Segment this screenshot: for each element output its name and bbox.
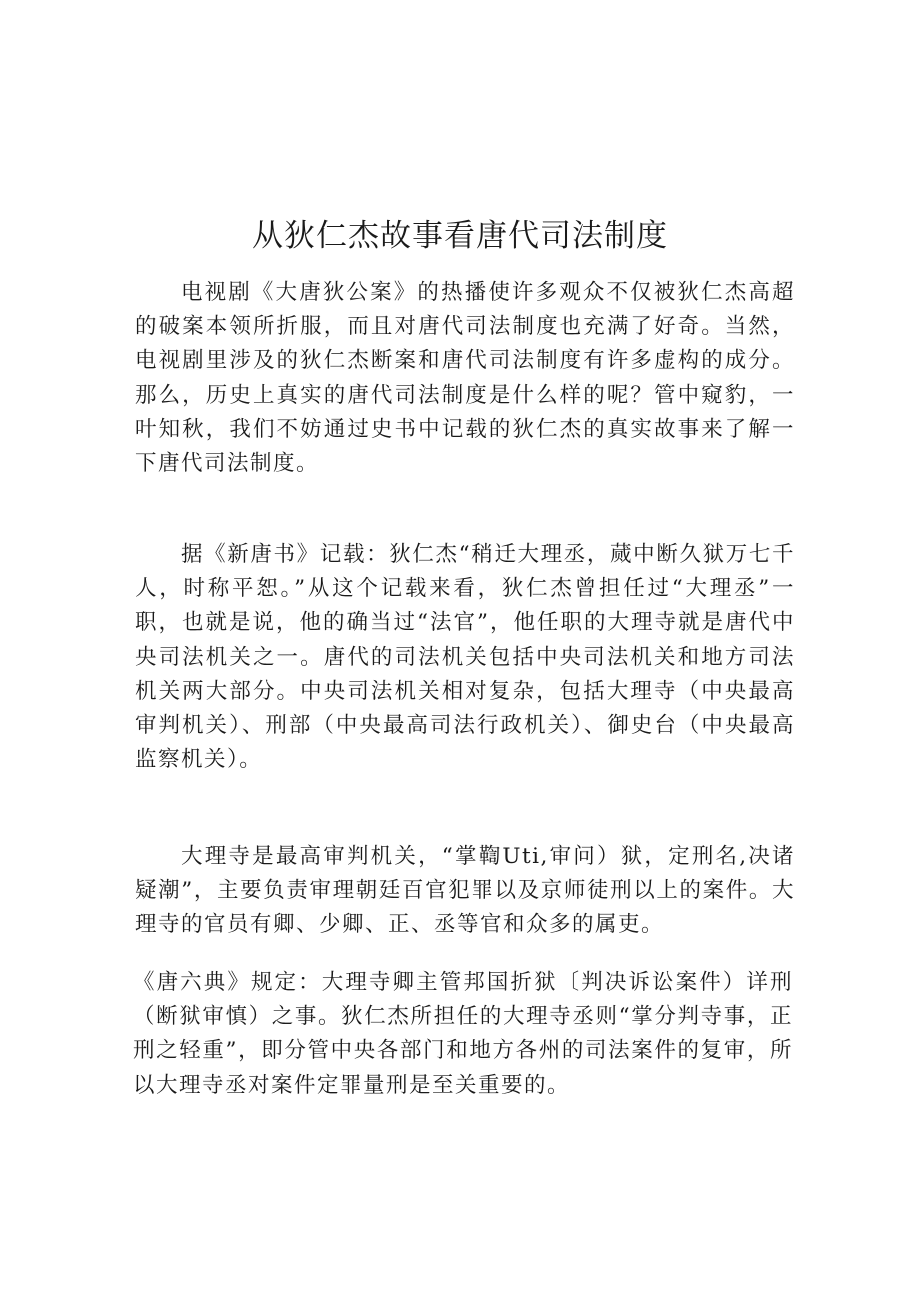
paragraph-intro: 电视剧《大唐狄公案》的热播使许多观众不仅被狄仁杰高超的破案本领所折服，而且对唐代司法制度也充满了好奇。当然，电视剧里涉及的狄仁杰断案和唐代司法制度有许多虚构的成分。那么，历史上真实的唐代司法制度是什么样的呢？管中窥豹，一叶知秋，我们不妨通过史书中记载的狄仁杰的真实故事来了解一下唐代司法制度。 (135, 280, 795, 477)
paragraph-dali-temple: 大理寺是最高审判机关，“掌鞫Uti,审问）狱，定刑名,决诸疑潮”，主要负责审理朝廷百官犯罪以及京师徒刑以上的案件。大理寺的官员有卿、少卿、正、丞等官和众多的属吏。 (135, 844, 795, 938)
paragraph-xin-tang-shu: 据《新唐书》记载：狄仁杰“稍迁大理丞，蒇中断久狱万七千人，时称平恕。”从这个记载来看，狄仁杰曾担任过“大理丞”一职，也就是说，他的确当过“法官”，他任职的大理寺就是唐代中央司法机关之一。唐代的司法机关包括中央司法机关和地方司法机关两大部分。中央司法机关相对复杂，包括大理寺（中央最高审判机关）、刑部（中央最高司法行政机关）、御史台（中央最高监察机关）。 (135, 542, 795, 773)
document-title: 从狄仁杰故事看唐代司法制度 (252, 218, 668, 254)
paragraph-tang-liu-dian: 《唐六典》规定：大理寺卿主管邦国折狱〔判决诉讼案件）详刑（断狱审慎）之事。狄仁杰所担任的大理寺丞则“掌分判寺事，正刑之轻重”，即分管中央各部门和地方各州的司法案件的复审，所以大理寺丞对案件定罪量刑是至关重要的。 (133, 970, 793, 1098)
